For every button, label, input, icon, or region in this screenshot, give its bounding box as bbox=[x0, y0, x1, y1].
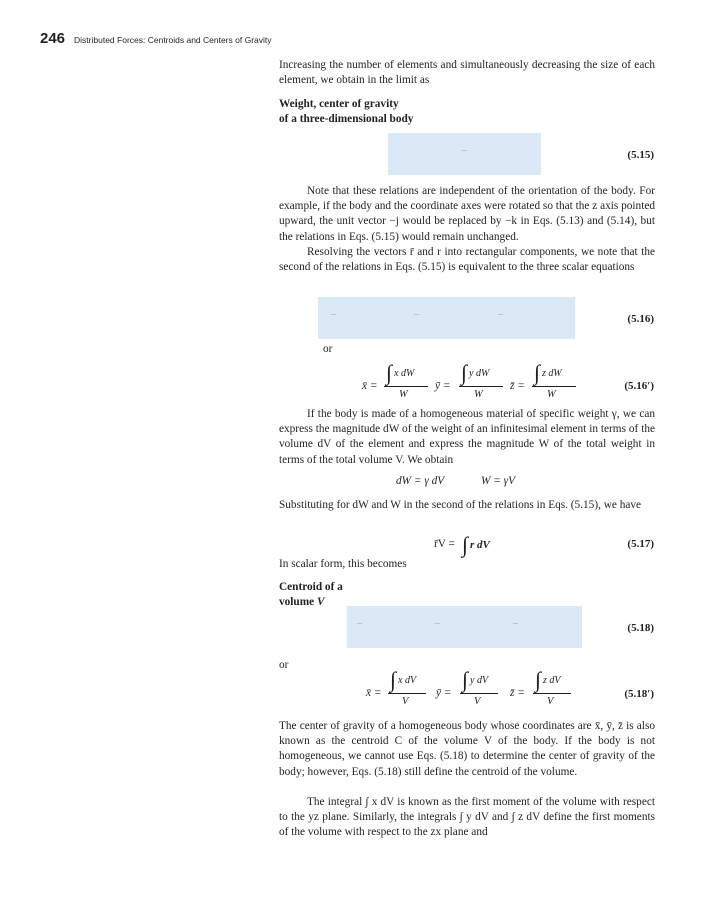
paragraph-homogeneous: If the body is made of a homogeneous material of specific weight γ, we can express the magnitude dW of the weight of an infinitesimal element in terms of the volume dV of the element and express the magnitude W of the total weight in terms of the total volume V. We obtain bbox=[279, 408, 655, 466]
integral-sign: ∫ bbox=[386, 360, 393, 385]
integral-sign: ∫ bbox=[535, 667, 542, 692]
margin-heading-centroid bbox=[279, 580, 343, 610]
margin-heading-weight bbox=[279, 97, 413, 127]
paragraph-first-moment: The integral ∫ x dV is known as the first moment of the volume with respect to the yz plane. Similarly, the integrals ∫ y dV and ∫ z dV define the first moments of the volume with respect to the zx plane and bbox=[279, 796, 655, 839]
y-integral-numerator bbox=[462, 663, 489, 692]
integral-sign: ∫ bbox=[534, 360, 541, 385]
fraction-bar bbox=[384, 386, 428, 387]
margin-heading-line: of a three-dimensional body bbox=[279, 113, 414, 125]
equation-w: W = γV bbox=[481, 475, 516, 487]
y-denominator: W bbox=[474, 389, 483, 400]
equation-number-5-18: (5.18) bbox=[627, 622, 654, 634]
equation-number-5-15: (5.15) bbox=[627, 149, 654, 161]
margin-heading-line bbox=[279, 595, 343, 610]
equation-5-15-box bbox=[388, 133, 541, 175]
x-denominator: W bbox=[399, 389, 408, 400]
equation-5-18-box bbox=[347, 606, 582, 648]
y-bar-lhs: ȳ = bbox=[436, 687, 452, 699]
paragraph-center-of-gravity: The center of gravity of a homogeneous body whose coordinates are x̄, ȳ, z̄ is also known as the centroid C of the volume V of the body. If the body is not homogeneous, we cannot use Eqs. (5.18) to determine the center of gravity of the body; however, Eqs. (5.18) still define the centroid of the volume. bbox=[279, 720, 655, 778]
y-bar-lhs: ȳ = bbox=[435, 380, 451, 392]
margin-heading-variable: V bbox=[316, 596, 325, 608]
fraction-bar bbox=[532, 386, 576, 387]
integral-sign: ∫ bbox=[390, 667, 397, 692]
paragraph-intro: Increasing the number of elements and simultaneously decreasing the size of each element, we obtain in the limit as bbox=[279, 59, 655, 87]
equation-5-16-box bbox=[318, 297, 575, 339]
equation-number-5-16: (5.16) bbox=[627, 313, 654, 325]
page-header bbox=[40, 30, 272, 47]
fraction-bar bbox=[460, 693, 498, 694]
x-bar-lhs: x̄ = bbox=[366, 687, 382, 699]
x-integral-numerator bbox=[386, 356, 415, 385]
page-number: 246 bbox=[40, 30, 66, 47]
y-integral-numerator bbox=[461, 356, 490, 385]
y-denominator: V bbox=[474, 696, 481, 707]
fraction-bar bbox=[459, 386, 503, 387]
margin-heading-line: Weight, center of gravity bbox=[279, 98, 399, 110]
equation-placeholder-mark: – bbox=[513, 618, 518, 629]
integrand-text: x dV bbox=[398, 675, 417, 686]
equation-placeholder-mark: – bbox=[331, 309, 336, 320]
equation-placeholder-mark: – bbox=[435, 618, 440, 629]
equation-placeholder-mark: – bbox=[498, 309, 503, 320]
equation-5-17-lhs: r̄V = bbox=[434, 538, 455, 550]
equation-5-17-rhs bbox=[462, 528, 490, 557]
integrand-text: y dW bbox=[469, 368, 490, 379]
fraction-bar bbox=[533, 693, 571, 694]
equation-placeholder-mark: – bbox=[414, 309, 419, 320]
integrand-text: r dV bbox=[470, 539, 490, 551]
or-label: or bbox=[323, 343, 333, 355]
x-denominator: V bbox=[402, 696, 409, 707]
integrand-text: y dV bbox=[470, 675, 489, 686]
x-integral-numerator bbox=[390, 663, 417, 692]
integral-sign: ∫ bbox=[462, 532, 469, 557]
integrand-text: z dW bbox=[542, 368, 562, 379]
z-bar-lhs: z̄ = bbox=[510, 687, 525, 699]
paragraph-resolve: Resolving the vectors r̄ and r into rectangular components, we note that the second of the relations in Eqs. (5.15) is equivalent to the three scalar equations bbox=[279, 246, 655, 274]
running-title: Distributed Forces: Centroids and Centers of Gravity bbox=[74, 35, 272, 45]
paragraph-substituting: Substituting for dW and W in the second of the relations in Eqs. (5.15), we have bbox=[279, 499, 642, 511]
z-integral-numerator bbox=[534, 356, 562, 385]
fraction-bar bbox=[388, 693, 426, 694]
z-integral-numerator bbox=[535, 663, 561, 692]
x-bar-lhs: x̄ = bbox=[362, 380, 378, 392]
equation-number-5-17: (5.17) bbox=[627, 538, 654, 550]
equation-number-5-18-prime: (5.18′) bbox=[624, 688, 654, 700]
z-denominator: W bbox=[547, 389, 556, 400]
margin-heading-line: Centroid of a bbox=[279, 581, 343, 593]
paragraph-scalar-form: In scalar form, this becomes bbox=[279, 558, 407, 570]
equation-placeholder-mark: – bbox=[462, 145, 467, 156]
or-label: or bbox=[279, 659, 289, 671]
equation-placeholder-mark: – bbox=[357, 618, 362, 629]
integral-sign: ∫ bbox=[461, 360, 468, 385]
equation-dw: dW = γ dV bbox=[396, 475, 445, 487]
margin-heading-word: volume bbox=[279, 596, 315, 608]
integrand-text: z dV bbox=[543, 675, 561, 686]
equation-number-5-16-prime: (5.16′) bbox=[624, 380, 654, 392]
z-denominator: V bbox=[547, 696, 554, 707]
integrand-text: x dW bbox=[394, 368, 415, 379]
integral-sign: ∫ bbox=[462, 667, 469, 692]
paragraph-note: Note that these relations are independent of the orientation of the body. For example, if the body and the coordinate axes were rotated so that the z axis pointed upward, the unit vector −j would be replaced by −k in Eqs. (5.13) and (5.14), but the relations in Eqs. (5.15) would remain unchanged. bbox=[279, 185, 655, 243]
z-bar-lhs: z̄ = bbox=[510, 380, 525, 392]
